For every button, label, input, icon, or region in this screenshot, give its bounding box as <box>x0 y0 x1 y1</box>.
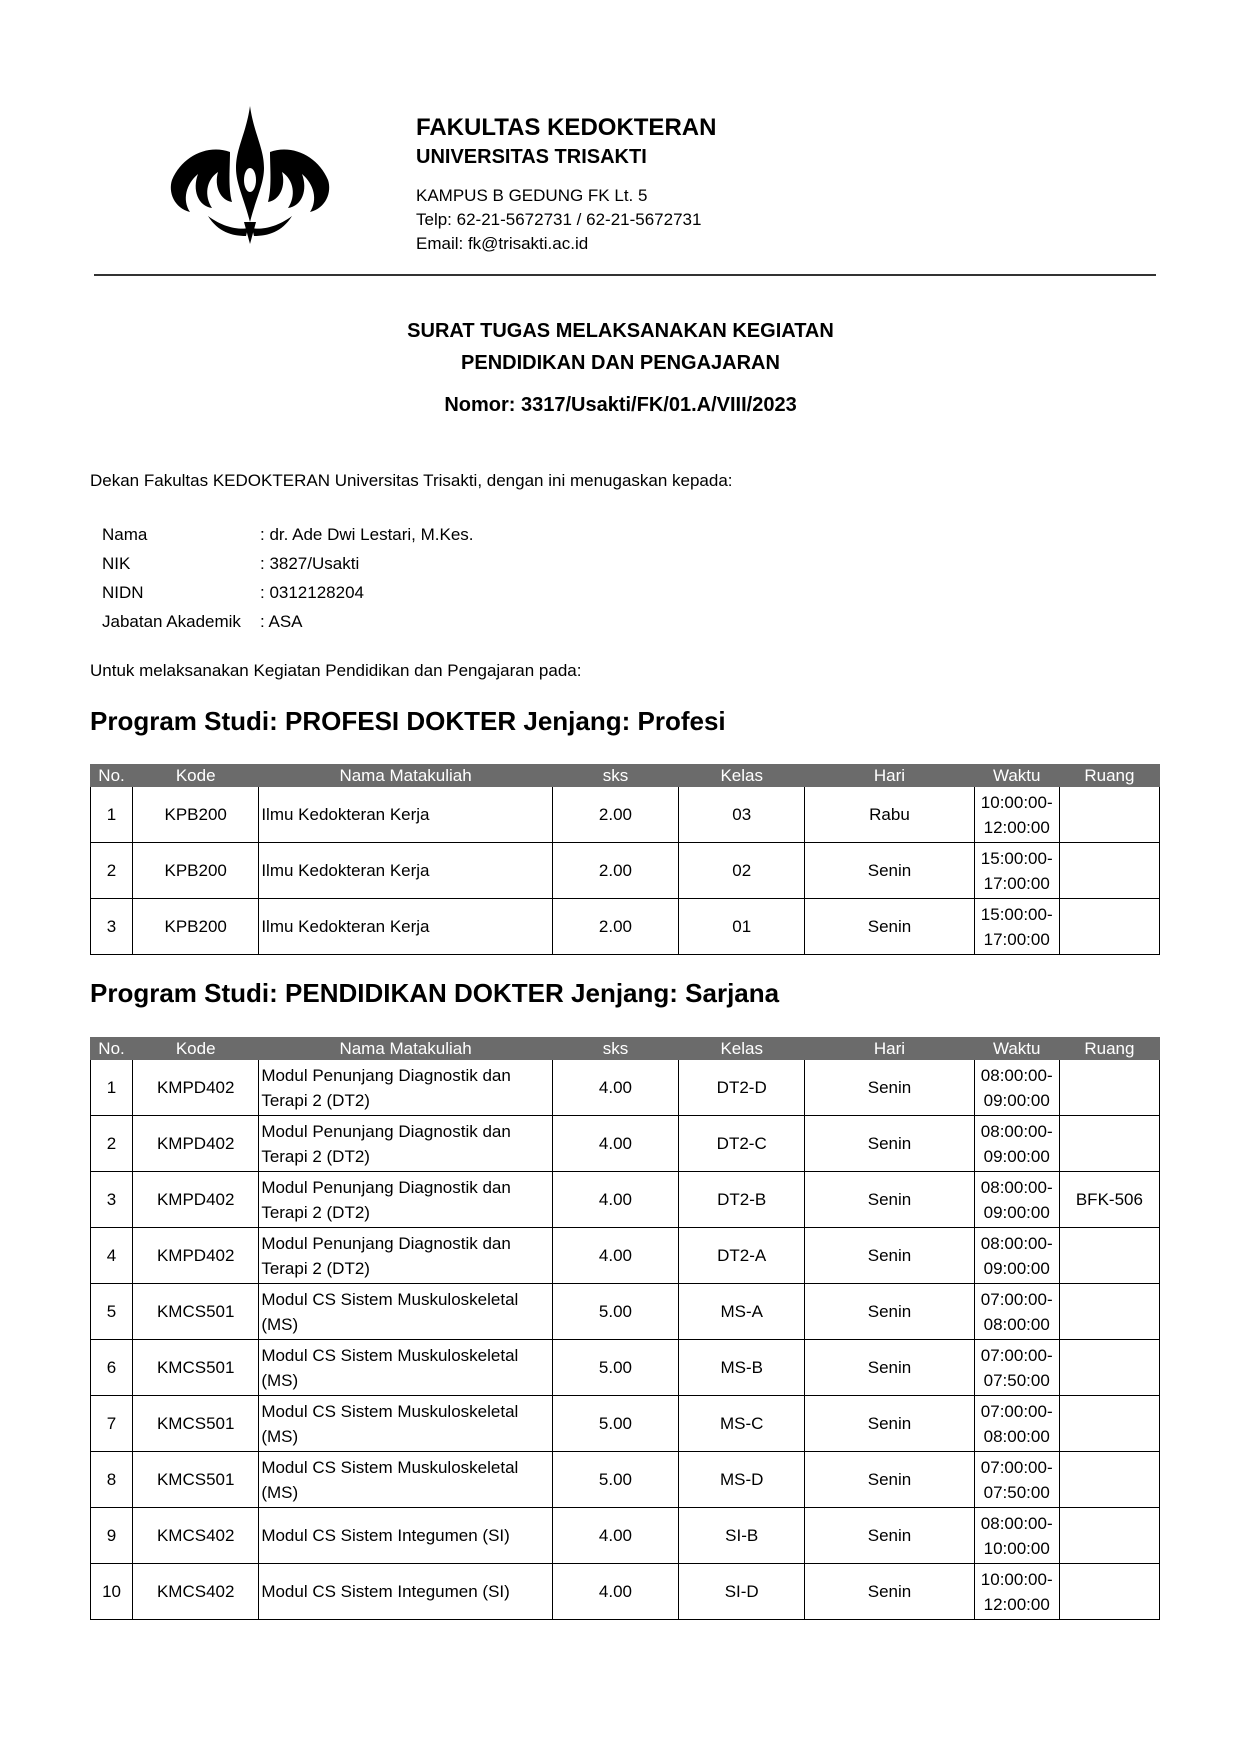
col-kode: KPB200 <box>133 899 259 955</box>
col-hari: Senin <box>805 1228 974 1284</box>
col-ruang <box>1059 1228 1159 1284</box>
col-waktu-line2: 17:00:00 <box>983 929 1050 949</box>
table-header <box>91 1038 1160 1060</box>
col-hari: Senin <box>805 1452 974 1508</box>
col-waktu <box>974 1172 1059 1228</box>
col-hari: Senin <box>805 1340 974 1396</box>
table-row <box>91 1396 1160 1452</box>
info-row <box>102 578 474 607</box>
col-ruang <box>1059 1116 1159 1172</box>
table-row <box>91 1060 1160 1116</box>
faculty-name: FAKULTAS KEDOKTERAN <box>416 114 717 141</box>
col-sks: 4.00 <box>552 1564 678 1620</box>
program-heading: Program Studi: PENDIDIKAN DOKTER Jenjang: Sarjana <box>90 978 780 1008</box>
table-row <box>91 1452 1160 1508</box>
col-nama <box>259 1116 553 1172</box>
info-value: : dr. Ade Dwi Lestari, M.Kes. <box>260 524 474 544</box>
col-ruang <box>1059 1284 1159 1340</box>
col-nama <box>259 899 553 955</box>
col-nama <box>259 1172 553 1228</box>
header-col-kelas: Kelas <box>679 1038 805 1060</box>
col-kelas: 03 <box>679 787 805 843</box>
col-waktu <box>974 1564 1059 1620</box>
header-col-waktu: Waktu <box>974 765 1059 787</box>
col-nama-line1: Modul CS Sistem Muskuloskeletal <box>261 1401 519 1421</box>
info-label: NIDN <box>102 582 144 602</box>
col-nama-line2: (MS) <box>261 1370 299 1390</box>
col-hari: Senin <box>805 1396 974 1452</box>
col-waktu-line2: 12:00:00 <box>983 1594 1050 1614</box>
col-kelas: MS-C <box>679 1396 805 1452</box>
col-no: 4 <box>91 1228 133 1284</box>
col-nama-line1: Modul Penunjang Diagnostik dan <box>261 1177 511 1197</box>
table-row <box>91 1284 1160 1340</box>
col-waktu-line1: 08:00:00- <box>980 1177 1053 1197</box>
col-waktu-line1: 08:00:00- <box>980 1233 1053 1253</box>
header-col-hari: Hari <box>805 1038 974 1060</box>
col-nama-line2: Terapi 2 (DT2) <box>261 1258 370 1278</box>
phone: Telp: 62-21-5672731 / 62-21-5672731 <box>416 210 702 229</box>
col-hari: Senin <box>805 1172 974 1228</box>
header-col-waktu: Waktu <box>974 1038 1059 1060</box>
letter-title-line2: PENDIDIKAN DAN PENGAJARAN <box>461 352 780 374</box>
program-heading: Program Studi: PROFESI DOKTER Jenjang: Profesi <box>90 706 726 736</box>
col-kode: KMPD402 <box>133 1228 259 1284</box>
col-kelas: MS-B <box>679 1340 805 1396</box>
col-kelas: DT2-A <box>679 1228 805 1284</box>
col-waktu-line1: 08:00:00- <box>980 1121 1053 1141</box>
intro-text-2: Untuk melaksanakan Kegiatan Pendidikan dan Pengajaran pada: <box>90 661 582 680</box>
col-kode: KMCS501 <box>133 1396 259 1452</box>
col-waktu-line1: 07:00:00- <box>980 1289 1053 1309</box>
col-kelas: DT2-C <box>679 1116 805 1172</box>
col-sks: 2.00 <box>552 787 678 843</box>
col-ruang <box>1059 1508 1159 1564</box>
header-col-kode: Kode <box>133 765 259 787</box>
header-col-kelas: Kelas <box>679 765 805 787</box>
col-no: 5 <box>91 1284 133 1340</box>
header-col-ruang: Ruang <box>1059 765 1159 787</box>
col-kelas: DT2-B <box>679 1172 805 1228</box>
col-no: 7 <box>91 1396 133 1452</box>
header-col-no: No. <box>91 1038 133 1060</box>
email: Email: fk@trisakti.ac.id <box>416 234 589 253</box>
col-nama-line2: Terapi 2 (DT2) <box>261 1090 370 1110</box>
col-waktu <box>974 843 1059 899</box>
col-waktu-line1: 10:00:00- <box>980 1569 1053 1589</box>
table-row <box>91 1340 1160 1396</box>
col-sks: 5.00 <box>552 1396 678 1452</box>
col-nama <box>259 1284 553 1340</box>
col-no: 3 <box>91 899 133 955</box>
col-waktu-line1: 07:00:00- <box>980 1457 1053 1477</box>
col-nama <box>259 787 553 843</box>
table-row <box>91 1564 1160 1620</box>
col-kelas: SI-B <box>679 1508 805 1564</box>
col-kode: KPB200 <box>133 843 259 899</box>
col-nama-line2: (MS) <box>261 1426 299 1446</box>
col-no: 2 <box>91 843 133 899</box>
col-waktu <box>974 899 1059 955</box>
col-waktu <box>974 1228 1059 1284</box>
col-kode: KMPD402 <box>133 1116 259 1172</box>
col-kode: KMCS501 <box>133 1452 259 1508</box>
course-table <box>90 1037 1160 1620</box>
col-nama-line2: (MS) <box>261 1314 299 1334</box>
col-no: 2 <box>91 1116 133 1172</box>
info-row <box>102 520 474 549</box>
info-label: NIK <box>102 553 131 573</box>
col-nama <box>259 1060 553 1116</box>
col-hari: Senin <box>805 1284 974 1340</box>
col-waktu <box>974 1116 1059 1172</box>
col-kode: KMCS501 <box>133 1284 259 1340</box>
col-hari: Senin <box>805 1060 974 1116</box>
col-sks: 4.00 <box>552 1116 678 1172</box>
col-sks: 5.00 <box>552 1340 678 1396</box>
table-row <box>91 1508 1160 1564</box>
col-waktu-line2: 09:00:00 <box>983 1202 1050 1222</box>
course-table <box>90 764 1160 955</box>
header-col-nama: Nama Matakuliah <box>259 1038 553 1060</box>
col-no: 1 <box>91 1060 133 1116</box>
col-kelas: 01 <box>679 899 805 955</box>
col-sks: 2.00 <box>552 843 678 899</box>
col-sks: 4.00 <box>552 1060 678 1116</box>
col-nama-line1: Modul Penunjang Diagnostik dan <box>261 1121 511 1141</box>
col-waktu-line1: 15:00:00- <box>980 848 1053 868</box>
col-waktu-line2: 17:00:00 <box>983 873 1050 893</box>
info-value: : ASA <box>260 611 303 631</box>
col-nama-line1: Modul CS Sistem Integumen (SI) <box>261 1582 510 1601</box>
info-label: Nama <box>102 524 148 544</box>
col-nama <box>259 1396 553 1452</box>
info-row <box>102 549 474 578</box>
col-waktu <box>974 1508 1059 1564</box>
col-sks: 4.00 <box>552 1228 678 1284</box>
col-kode: KMCS501 <box>133 1340 259 1396</box>
col-no: 6 <box>91 1340 133 1396</box>
address: KAMPUS B GEDUNG FK Lt. 5 <box>416 186 648 205</box>
table-row <box>91 899 1160 955</box>
col-sks: 2.00 <box>552 899 678 955</box>
col-nama <box>259 1340 553 1396</box>
col-kelas: SI-D <box>679 1564 805 1620</box>
col-kelas: MS-D <box>679 1452 805 1508</box>
assignee-info <box>102 520 474 636</box>
col-ruang <box>1059 1452 1159 1508</box>
col-kode: KMCS402 <box>133 1564 259 1620</box>
col-waktu-line1: 08:00:00- <box>980 1065 1053 1085</box>
col-sks: 5.00 <box>552 1452 678 1508</box>
col-kode: KPB200 <box>133 787 259 843</box>
col-hari: Senin <box>805 899 974 955</box>
col-sks: 5.00 <box>552 1284 678 1340</box>
table-row <box>91 1116 1160 1172</box>
col-waktu-line2: 08:00:00 <box>983 1314 1050 1334</box>
col-hari: Senin <box>805 1116 974 1172</box>
info-row <box>102 607 474 636</box>
info-label: Jabatan Akademik <box>102 611 241 631</box>
col-waktu-line2: 12:00:00 <box>983 817 1050 837</box>
col-nama-line1: Modul CS Sistem Muskuloskeletal <box>261 1345 519 1365</box>
col-nama <box>259 1228 553 1284</box>
col-ruang <box>1059 1340 1159 1396</box>
col-waktu-line1: 07:00:00- <box>980 1401 1053 1421</box>
col-waktu-line2: 07:50:00 <box>983 1370 1050 1390</box>
header-col-no: No. <box>91 765 133 787</box>
col-kelas: DT2-D <box>679 1060 805 1116</box>
col-nama <box>259 843 553 899</box>
info-value: : 0312128204 <box>260 582 364 602</box>
col-waktu-line1: 07:00:00- <box>980 1345 1053 1365</box>
col-ruang <box>1059 843 1159 899</box>
university-name: UNIVERSITAS TRISAKTI <box>416 146 647 168</box>
col-hari: Senin <box>805 1564 974 1620</box>
col-nama-line1: Modul CS Sistem Muskuloskeletal <box>261 1289 519 1309</box>
col-nama-line2: (MS) <box>261 1482 299 1502</box>
col-nama-line1: Modul Penunjang Diagnostik dan <box>261 1065 511 1085</box>
col-waktu-line1: 08:00:00- <box>980 1513 1053 1533</box>
header-col-hari: Hari <box>805 765 974 787</box>
col-nama <box>259 1508 553 1564</box>
header-col-sks: sks <box>552 1038 678 1060</box>
col-no: 9 <box>91 1508 133 1564</box>
col-waktu-line1: 15:00:00- <box>980 904 1053 924</box>
col-nama-line1: Modul Penunjang Diagnostik dan <box>261 1233 511 1253</box>
col-ruang: BFK-506 <box>1059 1172 1159 1228</box>
col-nama-line2: Terapi 2 (DT2) <box>261 1202 370 1222</box>
col-kode: KMCS402 <box>133 1508 259 1564</box>
table-row <box>91 1172 1160 1228</box>
col-waktu <box>974 1396 1059 1452</box>
info-value: : 3827/Usakti <box>260 553 360 573</box>
col-nama-line1: Ilmu Kedokteran Kerja <box>261 861 430 880</box>
col-no: 8 <box>91 1452 133 1508</box>
col-hari: Rabu <box>805 787 974 843</box>
col-nama-line1: Ilmu Kedokteran Kerja <box>261 805 430 824</box>
col-nama <box>259 1452 553 1508</box>
col-kode: KMPD402 <box>133 1172 259 1228</box>
table-row <box>91 1228 1160 1284</box>
col-kode: KMPD402 <box>133 1060 259 1116</box>
col-waktu-line2: 09:00:00 <box>983 1146 1050 1166</box>
col-nama <box>259 1564 553 1620</box>
col-ruang <box>1059 1564 1159 1620</box>
col-waktu <box>974 1284 1059 1340</box>
col-waktu <box>974 1340 1059 1396</box>
header-col-nama: Nama Matakuliah <box>259 765 553 787</box>
col-waktu-line2: 09:00:00 <box>983 1258 1050 1278</box>
intro-text: Dekan Fakultas KEDOKTERAN Universitas Trisakti, dengan ini menugaskan kepada: <box>90 471 733 490</box>
table-header <box>91 765 1160 787</box>
col-waktu <box>974 1060 1059 1116</box>
col-waktu-line1: 10:00:00- <box>980 792 1053 812</box>
letterhead <box>416 112 716 256</box>
col-ruang <box>1059 787 1159 843</box>
col-ruang <box>1059 1396 1159 1452</box>
table-row <box>91 787 1160 843</box>
col-ruang <box>1059 899 1159 955</box>
col-waktu-line2: 07:50:00 <box>983 1482 1050 1502</box>
col-waktu-line2: 09:00:00 <box>983 1090 1050 1110</box>
col-hari: Senin <box>805 843 974 899</box>
col-ruang <box>1059 1060 1159 1116</box>
table-row <box>91 843 1160 899</box>
trisakti-logo <box>168 104 332 246</box>
header-col-sks: sks <box>552 765 678 787</box>
col-no: 10 <box>91 1564 133 1620</box>
col-nama-line1: Modul CS Sistem Muskuloskeletal <box>261 1457 519 1477</box>
col-no: 3 <box>91 1172 133 1228</box>
header-divider <box>94 274 1156 276</box>
header-col-kode: Kode <box>133 1038 259 1060</box>
col-waktu <box>974 1452 1059 1508</box>
col-sks: 4.00 <box>552 1172 678 1228</box>
col-nama-line1: Modul CS Sistem Integumen (SI) <box>261 1526 510 1545</box>
letter-title-line1: SURAT TUGAS MELAKSANAKAN KEGIATAN <box>407 320 834 342</box>
col-nama-line1: Ilmu Kedokteran Kerja <box>261 917 430 936</box>
col-waktu <box>974 787 1059 843</box>
col-no: 1 <box>91 787 133 843</box>
col-hari: Senin <box>805 1508 974 1564</box>
letter-number: Nomor: 3317/Usakti/FK/01.A/VIII/2023 <box>444 394 797 416</box>
col-sks: 4.00 <box>552 1508 678 1564</box>
col-nama-line2: Terapi 2 (DT2) <box>261 1146 370 1166</box>
col-waktu-line2: 10:00:00 <box>983 1538 1050 1558</box>
col-kelas: MS-A <box>679 1284 805 1340</box>
col-kelas: 02 <box>679 843 805 899</box>
col-waktu-line2: 08:00:00 <box>983 1426 1050 1446</box>
header-col-ruang: Ruang <box>1059 1038 1159 1060</box>
